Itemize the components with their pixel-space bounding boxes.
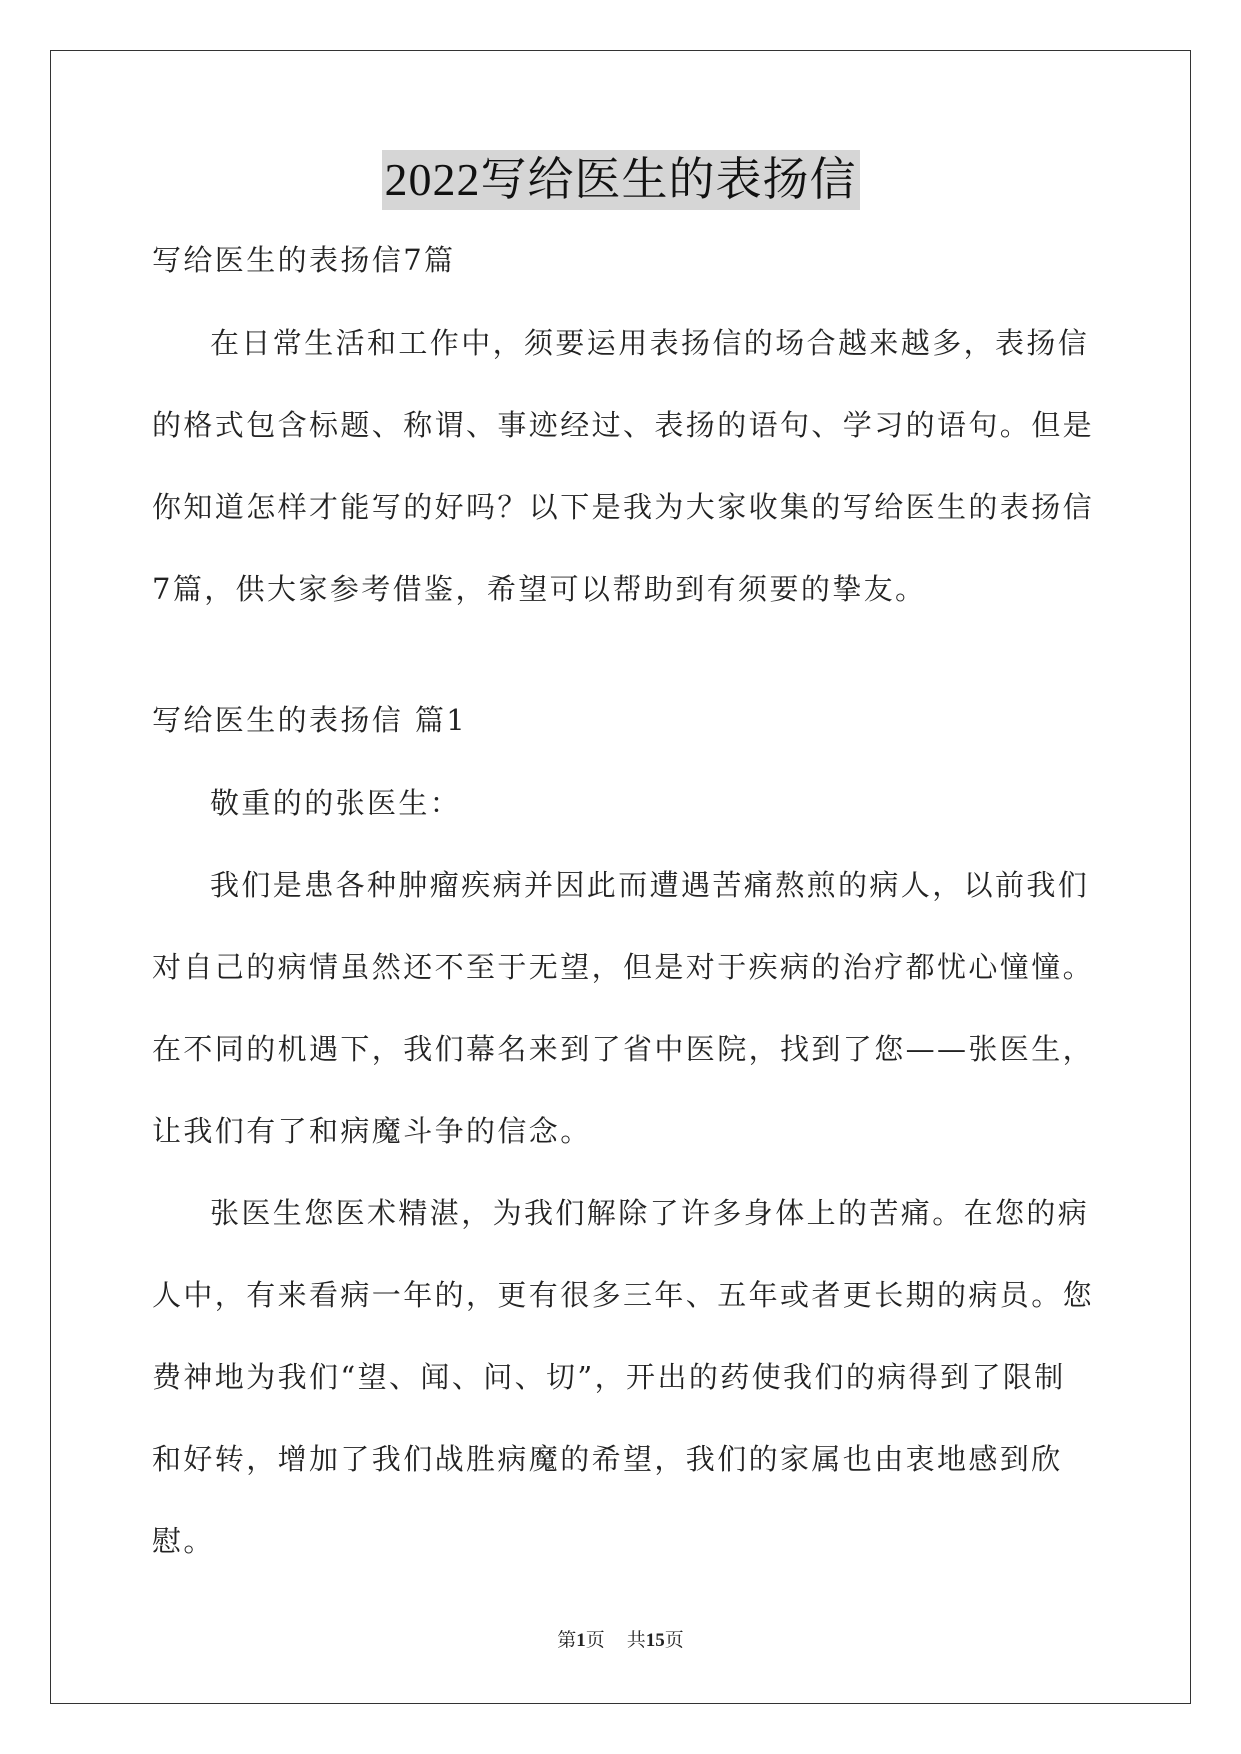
document-body xyxy=(152,240,1097,1582)
document-title: 2022写给医生的表扬信 xyxy=(382,150,860,210)
body-paragraph-2: 张医生您医术精湛，为我们解除了许多身体上的苦痛。在您的病人中，有来看病一年的，更有很多三年、五年或者更长期的病员。您费神地为我们“望、闻、问、切”，开出的药使我们的病得到了限制和好转，增加了我们战胜病魔的希望，我们的家属也由衷地感到欣慰。 xyxy=(152,1196,1095,1558)
intro-paragraph: 在日常生活和工作中，须要运用表扬信的场合越来越多，表扬信的格式包含标题、称谓、事迹经过、表扬的语句、学习的语句。但是你知道怎样才能写的好吗？以下是我为大家收集的写给医生的表扬信7篇，供大家参考借鉴，希望可以帮助到有须要的挚友。 xyxy=(152,326,1095,606)
footer-total-prefix: 共 xyxy=(626,1630,646,1651)
footer-page-number: 1 xyxy=(576,1630,586,1651)
body-paragraph-1: 我们是患各种肿瘤疾病并因此而遭遇苦痛熬煎的病人，以前我们对自己的病情虽然还不至于无望，但是对于疾病的治疗都忧心憧憧。在不同的机遇下，我们幕名来到了省中医院，找到了您——张医生，让我们有了和病魔斗争的信念。 xyxy=(152,868,1095,1148)
section-heading: 写给医生的表扬信 篇1 xyxy=(152,703,468,737)
footer-total-suffix: 页 xyxy=(664,1630,684,1651)
salutation: 敬重的的张医生： xyxy=(210,786,462,820)
title-wrap xyxy=(0,150,1241,210)
page-footer xyxy=(0,1625,1241,1652)
footer-page-suffix: 页 xyxy=(585,1630,605,1651)
footer-total-pages: 15 xyxy=(645,1630,665,1651)
footer-prefix: 第 xyxy=(557,1630,577,1651)
document-subtitle: 写给医生的表扬信7篇 xyxy=(152,243,456,277)
